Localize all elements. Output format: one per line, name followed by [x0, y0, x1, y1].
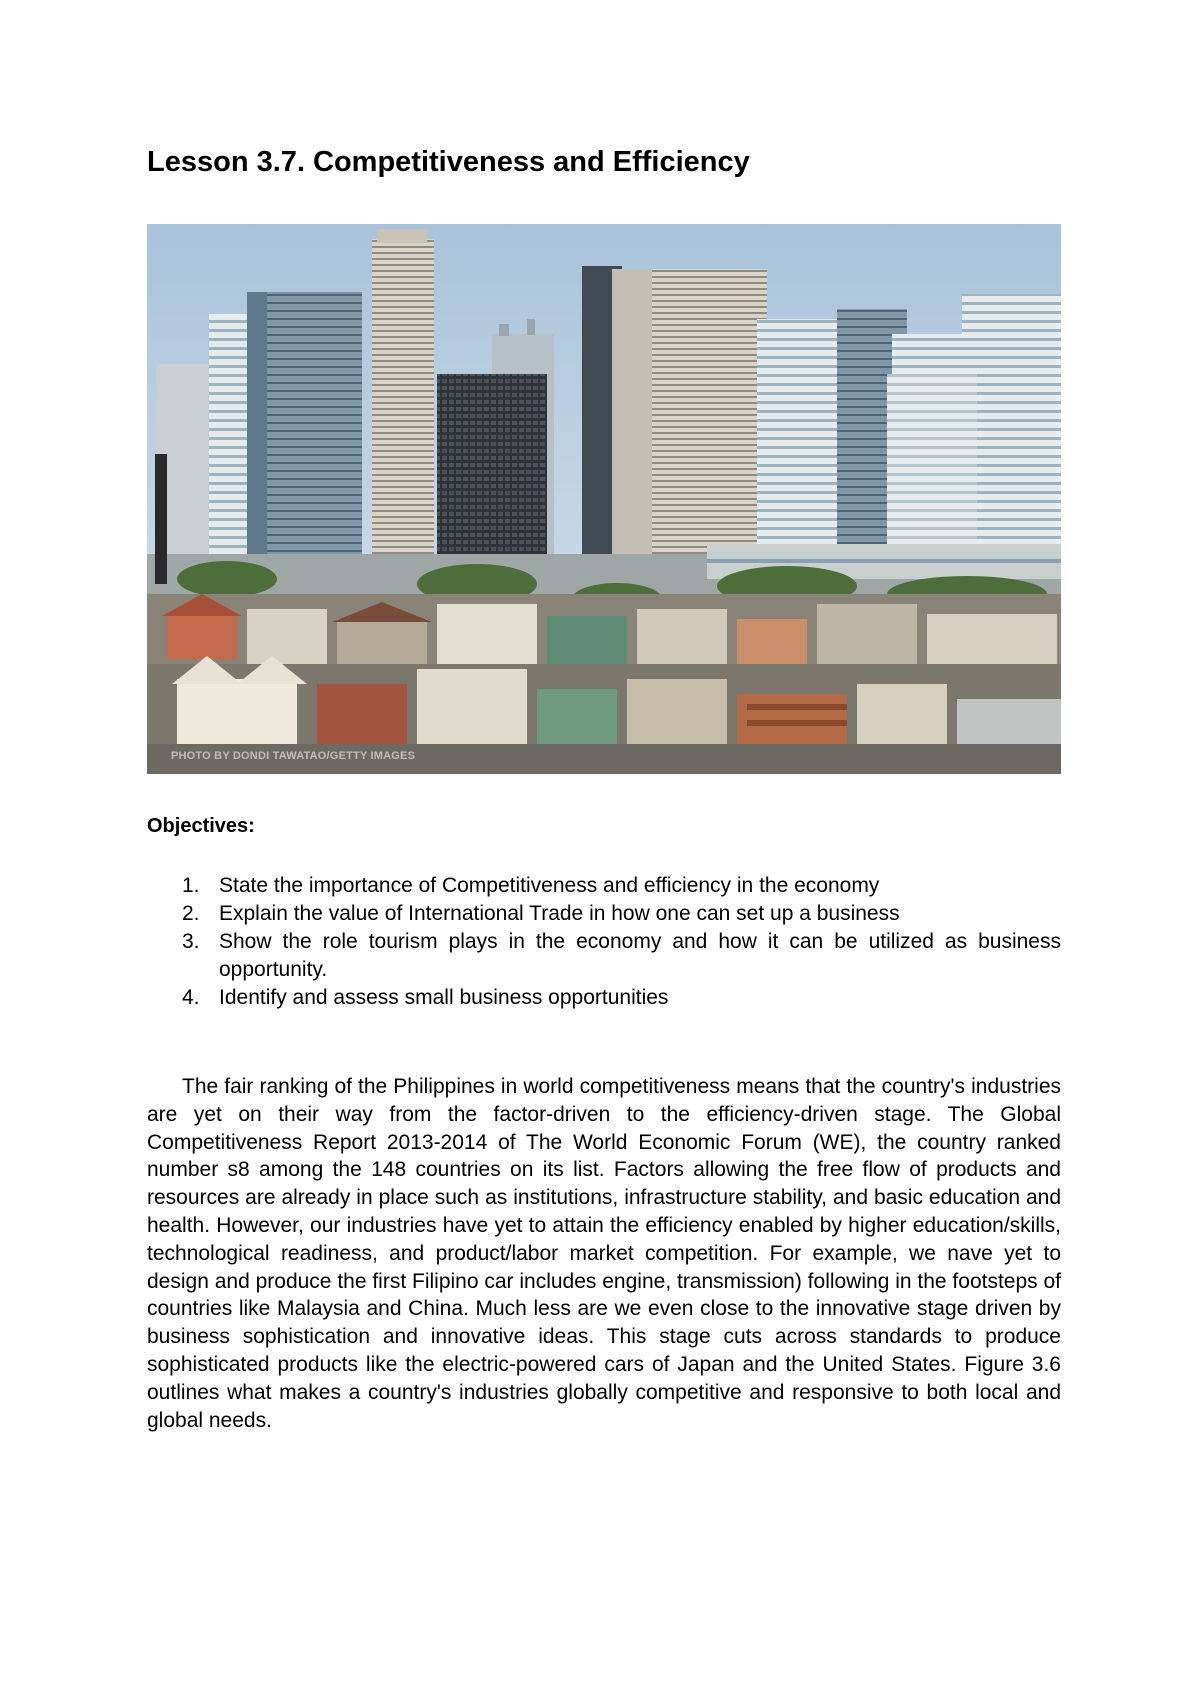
objective-item — [147, 984, 1061, 1012]
city-skyline-photo — [147, 224, 1061, 774]
objective-item — [147, 928, 1061, 984]
objective-number: 3. — [182, 930, 200, 953]
objectives-heading: Objectives: — [147, 815, 255, 837]
objectives-list — [147, 872, 1061, 1012]
objective-number: 4. — [182, 986, 200, 1009]
objective-text: State the importance of Competitiveness and efficiency in the economy — [219, 874, 880, 897]
objective-number: 2. — [182, 902, 200, 925]
body-paragraph: The fair ranking of the Philippines in world competitiveness means that the country's industries are yet on their way from the factor-driven to the efficiency-driven stage. The Global Competitiveness Report 2013-2014 of The World Economic Forum (WE), the country ranked number s8 among the 148 countries on its list. Factors allowing the free flow of products and resources are already in place such as institutions, infrastructure stability, and basic education and health. However, our industries have yet to attain the efficiency enabled by higher education/skills, technological readiness, and product/labor market competition. For example, we nave yet to design and produce the first Filipino car includes engine, transmission) following in the footsteps of countries like Malaysia and China. Much less are we even close to the innovative stage driven by business sophistication and innovative ideas. This stage cuts across standards to produce sophisticated products like the electric-powered cars of Japan and the United States. Figure 3.6 outlines what makes a country's industries globally competitive and responsive to both local and global needs. — [147, 1075, 1062, 1432]
photo-credit: PHOTO BY DONDI TAWATAO/GETTY IMAGES — [171, 750, 416, 762]
objective-text: Explain the value of International Trade in how one can set up a business — [219, 902, 900, 925]
skyline-illustration — [147, 224, 1061, 774]
objective-number: 1. — [182, 874, 200, 897]
page-title: Lesson 3.7. Competitiveness and Efficiency — [147, 146, 750, 178]
objective-item — [147, 872, 1061, 900]
objective-text: Show the role tourism plays in the economy and how it can be utilized as business opportunity. — [219, 930, 1061, 981]
objective-item — [147, 900, 1061, 928]
objective-text: Identify and assess small business opportunities — [219, 986, 669, 1009]
